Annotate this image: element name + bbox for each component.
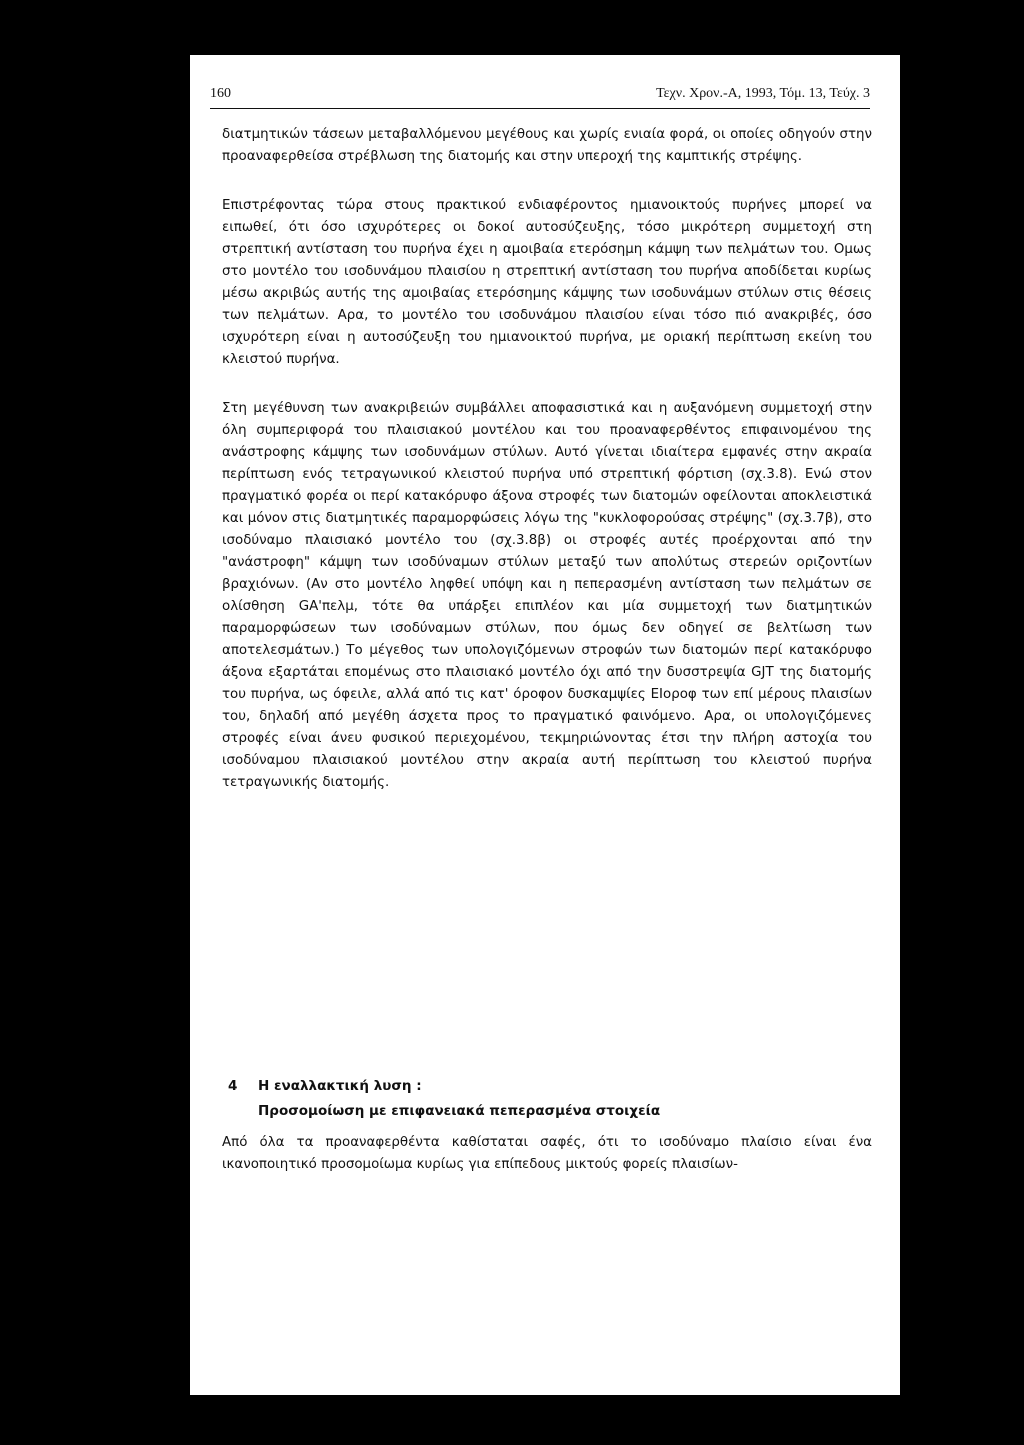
section-heading	[228, 1074, 868, 1124]
page-number: 160	[210, 86, 231, 101]
body-text	[222, 124, 872, 821]
paragraph: Από όλα τα προαναφερθέντα καθίσταται σαφές, ότι το ισοδύναμο πλαίσιο είναι ένα ικανοποιητικό προσομοίωμα κυρίως για επίπεδους μικτούς φορείς πλαισίων-	[222, 1135, 872, 1172]
section-body	[222, 1132, 872, 1203]
section-title-line2: Προσομοίωση με επιφανειακά πεπερασμένα στοιχεία	[258, 1103, 661, 1119]
section-title-line1: Η εναλλακτική λυση :	[258, 1078, 422, 1094]
journal-reference: Τεχν. Χρον.-Α, 1993, Τόμ. 13, Τεύχ. 3	[656, 86, 870, 101]
running-header	[210, 86, 870, 109]
paragraph: Στη μεγέθυνση των ανακριβειών συμβάλλει αποφασιστικά και η αυξανόμενη συμμετοχή στην όλη συμπεριφορά του πλαισιακού μοντέλου και του προαναφερθέντος επιφαινομένου της ανάστροφης κάμψης των ισοδυνάμων στύλων. Αυτό γίνεται ιδιαίτερα εμφανές στην ακραία περίπτωση ενός τετραγωνικού κλειστού πυρήνα υπό στρεπτική φόρτιση (σχ.3.8). Ενώ στον πραγματικό φορέα οι περί κατακόρυφο άξονα στροφές των διατομών οφείλονται αποκλειστικά και μόνον στις διατμητικές παραμορφώσεις λόγω της "κυκλοφορούσας στρέψης" (σχ.3.7β), στο ισοδύναμο πλαισιακό μοντέλο του (σχ.3.8β) οι στροφές αυτές προέρχονται από την "ανάστροφη" κάμψη των ισοδύναμων στύλων μεταξύ των απολύτως στερεών οριζοντίων βραχιόνων. (Αν στο μοντέλο ληφθεί υπόψη και η πεπερασμένη αντίσταση των πελμάτων σε ολίσθηση GA'πελμ, τότε θα υπάρξει επιπλέον και μία συμμετοχή των διατμητικών παραμορφώσεων των ισοδύναμων στύλων, που όμως δεν οδηγεί σε βελτίωση των αποτελεσμάτων.) Το μέγεθος των υπολογιζόμενων στροφών των διατομών περί κατακόρυφο άξονα εξαρτάται επομένως στο πλαισιακό μοντέλο όχι από την δυσστρεψία GJT της διατομής του πυρήνα, ως όφειλε, αλλά από τις κατ' όροφον δυσκαμψίες EIοροφ των επί μέρους πλαισίων του, δηλαδή από μεγέθη άσχετα προς το πραγματικό φαινόμενο. Αρα, οι υπολογιζόμενες στροφές είναι άνευ φυσικού περιεχομένου, τεκμηριώνοντας έτσι την πλήρη αστοχία του ισοδύναμου πλαισιακού μοντέλου στην ακραία αυτή περίπτωση του κλειστού πυρήνα τετραγωνικής διατομής.	[222, 401, 872, 790]
paragraph: διατμητικών τάσεων μεταβαλλόμενου μεγέθους και χωρίς ενιαία φορά, οι οποίες οδηγούν στην προαναφερθείσα στρέβλωση της διατομής και στην υπεροχή της καμπτικής στρέψης.	[222, 127, 872, 164]
section-number: 4	[228, 1078, 238, 1094]
paragraph: Επιστρέφοντας τώρα στους πρακτικού ενδιαφέροντος ημιανοικτούς πυρήνες μπορεί να ειπωθεί, ότι όσο ισχυρότερες οι δοκοί αυτοσύζευξης, τόσο μικρότερη συμμετοχή στη στρεπτική αντίσταση του πυρήνα έχει η αμοιβαία ετερόσημη κάμψη των πελμάτων του. Ομως στο μοντέλο του ισοδυνάμου πλαισίου η στρεπτική αντίσταση του πυρήνα αποδίδεται κυρίως μέσω ακριβώς αυτής της αμοιβαίας ετερόσημης κάμψης των ισοδυνάμων στύλων στις θέσεις των πελμάτων. Αρα, το μοντέλο του ισοδυνάμου πλαισίου είναι τόσο πιό ανακριβές, όσο ισχυρότερη είναι η αυτοσύζευξη του ημιανοικτού πυρήνα, με οριακή περίπτωση εκείνη του κλειστού πυρήνα.	[222, 198, 872, 367]
